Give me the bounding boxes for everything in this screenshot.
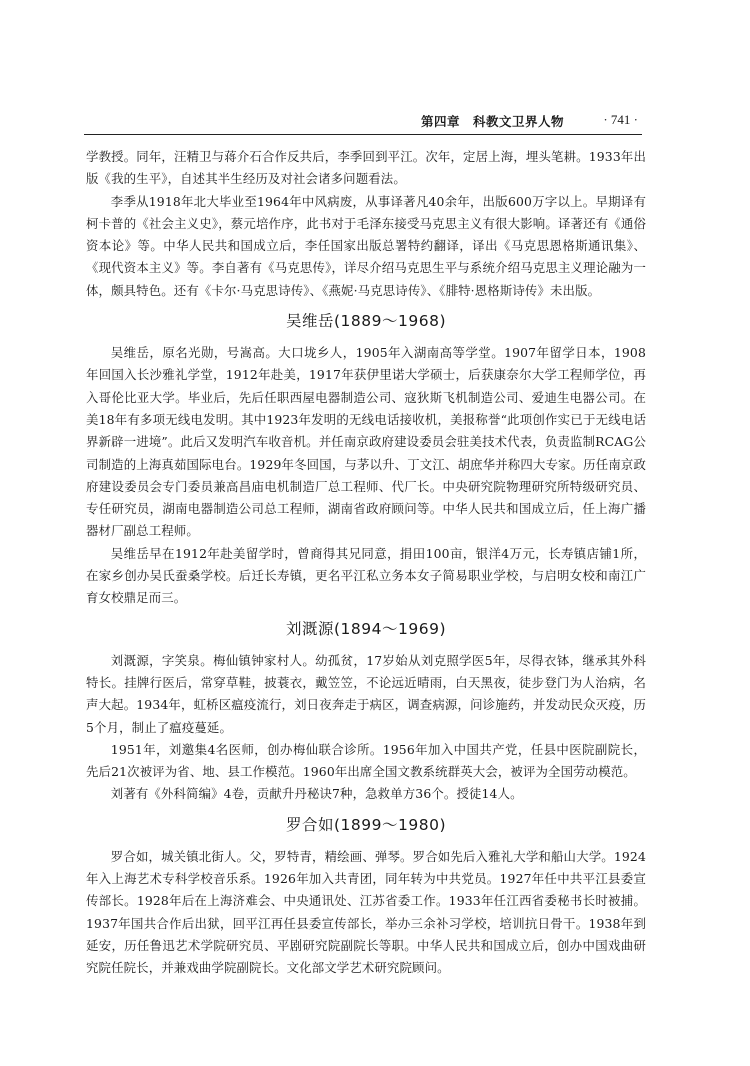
paragraph: 李季从1918年北大毕业至1964年中风病废，从事译著凡40余年，出版600万字以上。早期译有柯卡普的《社会主义史》，蔡元培作序，此书对于毛泽东接受马克思主义有很大影响。译著还有《通俗资本论》等。中华人民共和国成立后，李任国家出版总署特约翻译，译出《马克思恩格斯通讯集》、《现代资本主义》等。李自著有《马克思传》，详尽介绍马克思生平与系统介绍马克思主义理论融为一体，颇具特色。还有《卡尔·马克思诗传》、《燕妮·马克思诗传》、《腓特·恩格斯诗传》未出版。 bbox=[86, 193, 646, 298]
section-heading-liu-gaiyuan: 刘溉源(1894～1969) bbox=[286, 619, 446, 638]
section-heading-wu-weiyue: 吴维岳(1889～1968) bbox=[286, 312, 446, 331]
running-header bbox=[84, 110, 642, 135]
paragraph: 吴维岳，原名光勋，号嵩高。大口垅乡人，1905年入湖南高等学堂。1907年留学日本，1908年回国入长沙雅礼学堂，1912年赴美，1917年获伊里诺大学硕士，后获康奈尔大学工程师学位，再入哥伦比亚大学。毕业后，先后任职西屋电器制造公司、寇狄斯飞机制造公司、爱迪生电器公司。在美18年有多项无线电发明。其中1923年发明的无线电话接收机，美报称誉“此项创作实已于无线电话界新辟一进境”。此后又发明汽车收音机。并任南京政府建设委员会驻美技术代表，负责监制RCAG公司制造的上海真茹国际电台。1929年冬回国，与茅以升、丁文江、胡庶华并称四大专家。历任南京政府建设委员会专门委员兼高昌庙电机制造厂总工程师、代厂长。中央研究院物理研究所特级研究员、专任研究员，湖南电器制造公司总工程师，湖南省政府顾问等。中华人民共和国成立后，任上海广播器材厂副总工程师。 bbox=[86, 345, 646, 539]
page-body bbox=[86, 146, 646, 980]
chapter-title: 第四章 科教文卫界人物 bbox=[420, 114, 564, 129]
page-number: · 741 · bbox=[603, 112, 638, 127]
paragraph: 刘著有《外科简编》4卷，贡献升丹秘诀7种，急救单方36个。授徒14人。 bbox=[110, 786, 523, 802]
paragraph: 罗合如，城关镇北街人。父，罗特青，精绘画、弹琴。罗合如先后入雅礼大学和船山大学。1924年入上海艺术专科学校音乐系。1926年加入共青团，同年转为中共党员。1927年任中共平江县委宣传部长。1928年后在上海济难会、中央通讯处、江苏省委工作。1933年任江西省委秘书长时被捕。1937年国共合作后出狱，回平江再任县委宣传部长，举办三余补习学校，培训抗日骨干。1938年到延安，历任鲁迅艺术学院研究员、平剧研究院副院长等职。中华人民共和国成立后，创办中国戏曲研究院任院长，并兼戏曲学院副院长。文化部文学艺术研究院顾问。 bbox=[86, 848, 646, 976]
paragraph: 学教授。同年，汪精卫与蒋介石合作反共后，李季回到平江。次年，定居上海，埋头笔耕。1933年出版《我的生平》，自述其半生经历及对社会诸多问题看法。 bbox=[86, 149, 646, 187]
section-heading-luo-heru: 罗合如(1899～1980) bbox=[286, 815, 446, 834]
paragraph: 刘溉源，字笑泉。梅仙镇钟家村人。幼孤贫，17岁始从刘克照学医5年，尽得衣钵，继承其外科特长。挂牌行医后，常穿草鞋，披蓑衣，戴笠笠，不论远近晴雨，白天黑夜，徒步登门为人治病，名声大起。1934年，虹桥区瘟疫流行，刘日夜奔走于病区，调查病源，问诊施药，并发动民众灭疫，历5个月，制止了瘟疫蔓延。 bbox=[86, 652, 646, 735]
paragraph: 1951年，刘邀集4名医师，创办梅仙联合诊所。1956年加入中国共产党，任县中医院副院长，先后21次被评为省、地、县工作模范。1960年出席全国文教系统群英大会，被评为全国劳动模范。 bbox=[86, 741, 646, 780]
paragraph: 吴维岳早在1912年赴美留学时，曾商得其兄同意，捐田100亩，银洋4万元，长寿镇店铺1所，在家乡创办吴氏蚕桑学校。后迁长寿镇，更名平江私立务本女子简易职业学校，与启明女校和南江广育女校鼎足而三。 bbox=[86, 545, 646, 606]
